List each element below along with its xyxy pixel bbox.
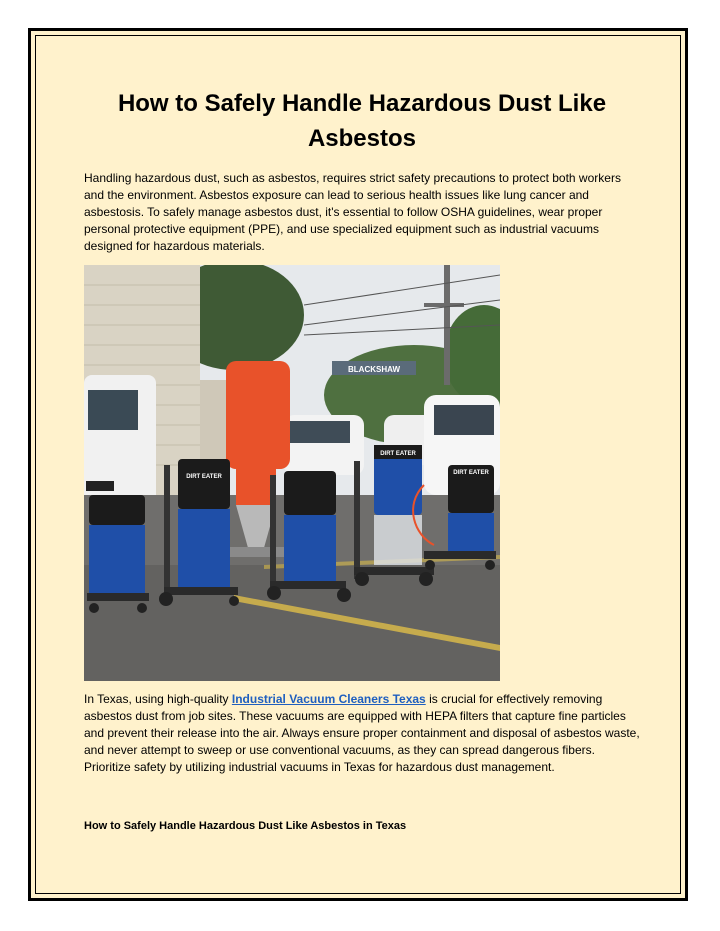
body-text-after-link: is crucial for effectively removing asbestos dust from job sites. These vacuums are equipped with HEPA filters that capture fine particles and prevent their release into the air. Always ensure proper containment and disposal of asbestos waste, and never attempt to sweep or use conventional vacuums, as they can spread dangerous fibers. Prioritize safety by utilizing industrial vacuums in Texas for hazardous dust management. (84, 692, 640, 774)
photo-sign-text: BLACKSHAW (348, 365, 400, 374)
body-paragraph (84, 691, 640, 776)
document-content (84, 84, 640, 834)
vacuum-2-label: DIRT EATER (186, 474, 222, 480)
intro-paragraph: Handling hazardous dust, such as asbestos, requires strict safety precautions to protect both workers and the environment. Asbestos exposure can lead to serious health issues like lung cancer and asbestosis. To safely manage asbestos dust, it's essential to follow OSHA guidelines, wear proper personal protective equipment (PPE), and use specialized equipment such as industrial vacuums designed for hazardous materials. (84, 171, 621, 253)
vacuum-cleaners-photo (84, 265, 500, 681)
section-subheading: How to Safely Handle Hazardous Dust Like Asbestos in Texas (84, 820, 407, 832)
vacuum-5-label: DIRT EATER (453, 470, 489, 476)
industrial-vacuum-cleaners-texas-link[interactable]: Industrial Vacuum Cleaners Texas (231, 692, 426, 706)
vacuum-4-label: DIRT EATER (380, 451, 416, 457)
document-title: How to Safely Handle Hazardous Dust Like Asbestos (117, 90, 607, 152)
body-text-before-link: In Texas, using high-quality (84, 692, 232, 706)
